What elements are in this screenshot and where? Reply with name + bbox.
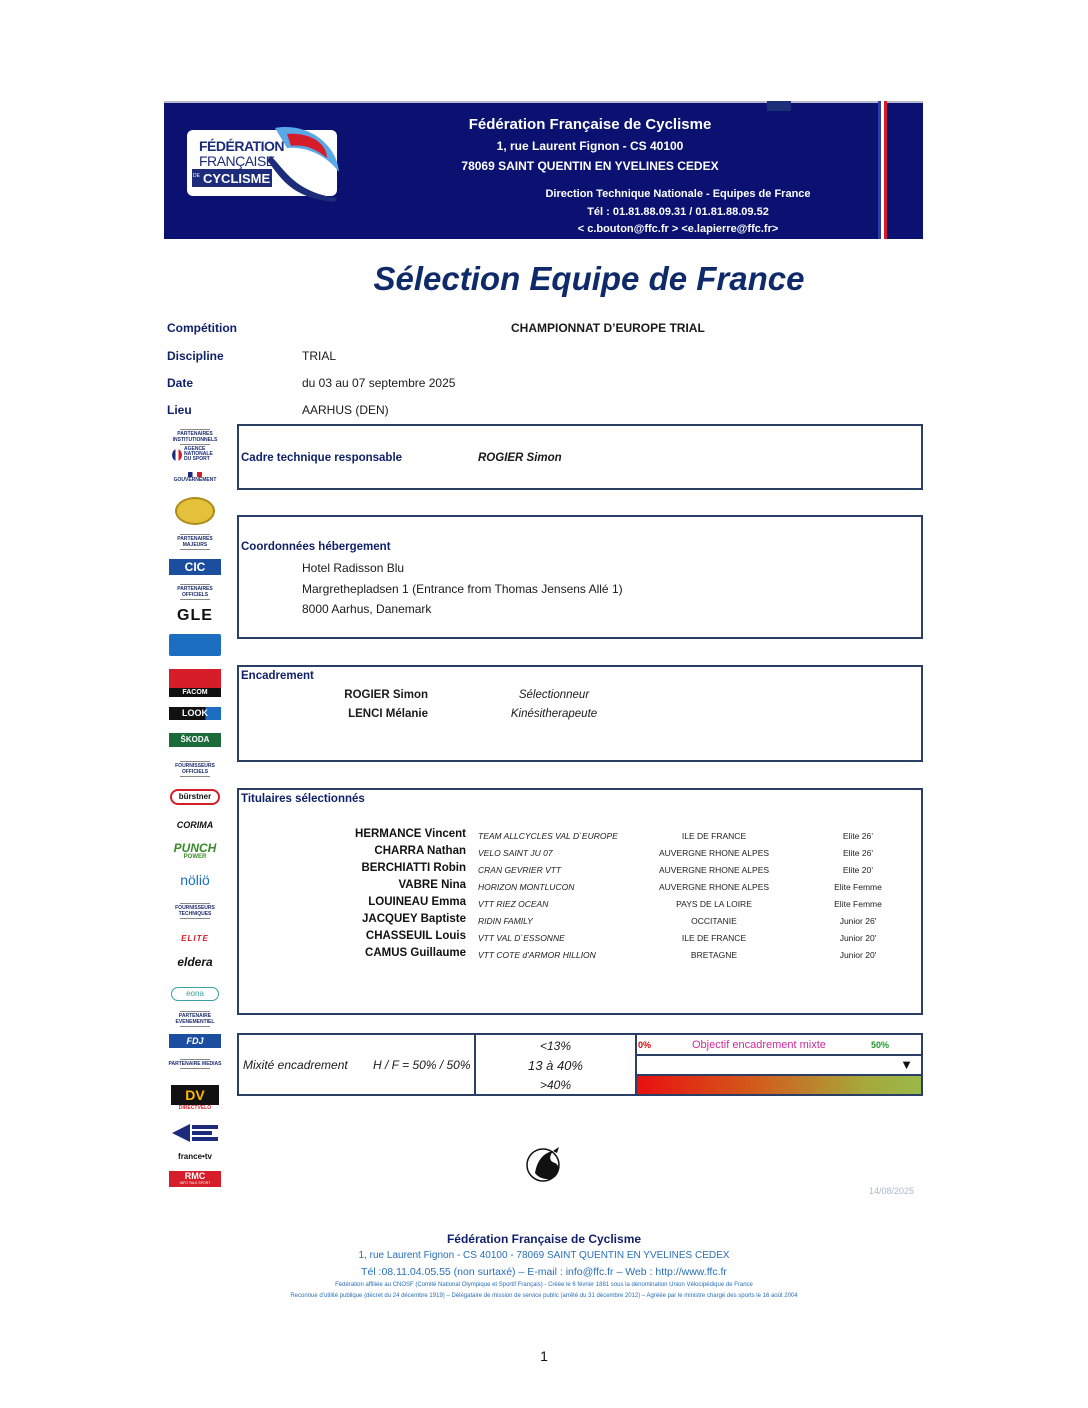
rider-category: Elite Femme (834, 882, 882, 892)
flag-red (884, 101, 887, 239)
rider-region: AUVERGNE RHONE ALPES (658, 882, 770, 892)
sponsor-look-logo: LOOK (168, 707, 222, 720)
sponsor-skoda-logo: ŠKODA (168, 733, 222, 747)
rider-category: Junior 26' (839, 916, 877, 926)
rider-club: VELO SAINT JU 07 (478, 848, 553, 858)
sponsor-eldera-logo: eldera (177, 955, 213, 969)
header-address1: 1, rue Laurent Fignon - CS 40100 (496, 139, 684, 153)
sponsor-eona-logo: eona (168, 987, 222, 1001)
sponsor-partenaire-evenementiel: PARTENAIRE EVENEMENTIEL (175, 1013, 215, 1025)
rider-region: BRETAGNE (690, 950, 738, 960)
sponsor-partenaires-majeurs: PARTENAIRES MAJEURS (177, 536, 213, 548)
sponsor-fdj-logo: FDJ (168, 1034, 222, 1048)
date-stamp: 14/08/2025 (869, 1186, 915, 1196)
page-title: Sélection Equipe de France (373, 260, 805, 297)
rider-category: Junior 20' (839, 950, 877, 960)
discipline-value: TRIAL (302, 349, 337, 363)
rider-name: VABRE Nina (398, 879, 466, 891)
table-row (238, 828, 922, 845)
rider-region: AUVERGNE RHONE ALPES (658, 848, 770, 858)
threshold-high: >40% (539, 1078, 572, 1092)
logo-line3: CYCLISME (203, 171, 271, 186)
rider-category: Elite 20’ (842, 865, 874, 875)
sponsor-partenaires-officiels: PARTENAIRES OFFICIELS (177, 586, 213, 598)
rider-club: VTT COTE d'ARMOR HILLION (478, 950, 596, 960)
rider-club: VTT VAL D`ESSONNE (478, 933, 565, 943)
mixite-label: Mixité encadrement (243, 1058, 348, 1072)
discipline-label: Discipline (167, 349, 224, 363)
page-number: 1 (540, 1348, 548, 1364)
cadre-label: Cadre technique responsable (241, 452, 403, 464)
rider-club: RIDIN FAMILY (478, 916, 533, 926)
lieu-label: Lieu (167, 403, 192, 417)
rider-name: CAMUS Guillaume (365, 947, 466, 959)
competition-label: Compétition (167, 321, 237, 335)
logo-line1: FÉDÉRATION (199, 138, 284, 154)
sponsor-burstner-logo: bürstner (168, 789, 222, 805)
sponsor-gouvernement-logo: GOUVERNEMENT (168, 472, 222, 483)
rider-name: HERMANCE Vincent (355, 828, 466, 840)
footer-legal-2: Reconnue d’utilité publique (décret du 24 décembre 1919) – Délégataire de mission de service public (arrêté du 31 décembre 2012) – Agréée par le ministre chargé des sports le 16 août 2004 (290, 1293, 798, 1299)
sponsor-punch-logo: PUNCH POWER (173, 841, 217, 860)
encadrement-name-2: LENCI Mélanie (348, 708, 428, 720)
sponsor-cb-logo (168, 634, 222, 656)
rider-club: HORIZON MONTLUCON (478, 882, 575, 892)
table-row (238, 896, 922, 913)
hebergement-line1: Hotel Radisson Blu (302, 561, 405, 575)
gauge-title: Objectif encadrement mixte (692, 1039, 826, 1051)
rider-name: LOUINEAU Emma (368, 896, 466, 908)
header-direction: Direction Technique Nationale - Equipes de France (545, 188, 811, 200)
rider-region: ILE DE FRANCE (681, 831, 747, 841)
hebergement-box (237, 515, 923, 639)
gauge-dropdown[interactable] (637, 1056, 921, 1074)
rider-club: CRAN GEVRIER VTT (478, 865, 562, 875)
rider-name: CHARRA Nathan (374, 845, 466, 857)
lieu-value: AARHUS (DEN) (302, 403, 389, 417)
logo-prefix: DE (193, 173, 200, 179)
sponsor-elite-logo: ELITE (181, 934, 209, 943)
table-row (238, 879, 922, 896)
competition-value: CHAMPIONNAT D’EUROPE TRIAL (511, 321, 705, 335)
encadrement-name-1: ROGIER Simon (344, 689, 428, 701)
rider-category: Junior 20' (839, 933, 877, 943)
gauge-min: 0% (638, 1040, 652, 1050)
footer-org-name: Fédération Française de Cyclisme (446, 1232, 642, 1246)
sponsor-facom-logo: FACOM (168, 669, 222, 697)
table-row (238, 913, 922, 930)
sponsor-rmc-logo: RMC INFO TALK SPORT (168, 1171, 222, 1187)
hebergement-label: Coordonnées hébergement (241, 541, 391, 553)
rider-name: JACQUEY Baptiste (362, 913, 466, 925)
threshold-low: <13% (539, 1039, 572, 1053)
sponsor-lequipe-logo (168, 1122, 222, 1149)
sponsor-corima-logo: CORIMA (176, 820, 214, 830)
rider-category: Elite 26’ (842, 831, 874, 841)
hebergement-line2: Margrethepladsen 1 (Entrance from Thomas Jensens Allé 1) (302, 582, 623, 596)
ffc-logo (187, 126, 347, 202)
chevron-down-icon[interactable]: ▼ (900, 1057, 913, 1072)
table-row (238, 947, 922, 964)
titulaires-label: Titulaires sélectionnés (241, 793, 365, 805)
logo-line2: FRANÇAISE (199, 153, 275, 169)
hebergement-line3: 8000 Aarhus, Danemark (302, 602, 432, 616)
sponsor-nolio-logo: nöliö (180, 872, 210, 888)
table-row (238, 930, 922, 947)
gauge-max: 50% (871, 1040, 890, 1050)
encadrement-role-2: Kinésitherapeute (510, 708, 598, 720)
table-row (238, 862, 922, 879)
cadre-value: ROGIER Simon (478, 452, 562, 464)
sponsor-fournisseurs-techniques: FOURNISSEURS TECHNIQUES (175, 905, 215, 917)
sponsor-partenaires-institutionnels: PARTENAIRES INSTITUTIONNELS (172, 431, 218, 443)
footer-address: 1, rue Laurent Fignon - CS 40100 - 78069 SAINT QUENTIN EN YVELINES CEDEX (358, 1250, 730, 1261)
sponsor-francetv-logo: france•tv (178, 1152, 212, 1161)
banner-tab (767, 101, 791, 111)
sponsor-directvelo-logo: DV DIRECTVELO (168, 1085, 222, 1112)
header-address2: 78069 SAINT QUENTIN EN YVELINES CEDEX (461, 159, 719, 173)
rider-region: PAYS DE LA LOIRE (676, 899, 752, 909)
table-row (238, 845, 922, 862)
header-org-name: Fédération Française de Cyclisme (468, 116, 712, 133)
footer-legal-1: Fédération affiliée au CNOSF (Comité National Olympique et Sportif Français) - Créée le 6 février 1881 sous la dénomination Union Vélocipédique de France (335, 1282, 753, 1288)
sponsor-partenaire-medias: PARTENAIRE MEDIAS (168, 1061, 222, 1067)
rider-name: CHASSEUIL Louis (365, 930, 466, 942)
rooster-icon (525, 1143, 567, 1183)
rider-category: Elite Femme (834, 899, 882, 909)
rider-name: BERCHIATTI Robin (361, 862, 466, 874)
header-phone: Tél : 01.81.88.09.31 / 01.81.88.09.52 (587, 206, 769, 218)
rider-club: VTT RIEZ OCEAN (478, 899, 549, 909)
mixite-ratio: H / F = 50% / 50% (373, 1058, 471, 1072)
sponsor-gle-logo: GLE (177, 607, 213, 624)
gauge-color-bar (637, 1076, 921, 1094)
rider-region: OCCITANIE (691, 916, 737, 926)
encadrement-role-1: Sélectionneur (518, 689, 590, 701)
rider-club: TEAM ALLCYCLES VAL D`EUROPE (478, 831, 618, 841)
threshold-mid: 13 à 40% (528, 1058, 583, 1073)
header-emails: < c.bouton@ffc.fr > <e.lapierre@ffc.fr> (577, 223, 779, 235)
sponsor-ans-logo: AGENCE NATIONALE DU SPORT (168, 447, 222, 462)
sponsor-fournisseurs-officiels: FOURNISSEURS OFFICIELS (175, 763, 215, 775)
date-value: du 03 au 07 septembre 2025 (302, 376, 456, 390)
rider-region: ILE DE FRANCE (681, 933, 747, 943)
rider-category: Elite 26' (843, 848, 873, 858)
footer-contact: Tél :08.11.04.05.55 (non surtaxé) – E-mail : info@ffc.fr – Web : http://www.ffc.fr (361, 1266, 727, 1278)
date-label: Date (167, 376, 194, 390)
rider-region: AUVERGNE RHONE ALPES (658, 865, 770, 875)
encadrement-label: Encadrement (241, 670, 314, 682)
sponsor-cic-logo: CIC (168, 559, 222, 575)
sponsor-medal-logo (168, 497, 222, 525)
